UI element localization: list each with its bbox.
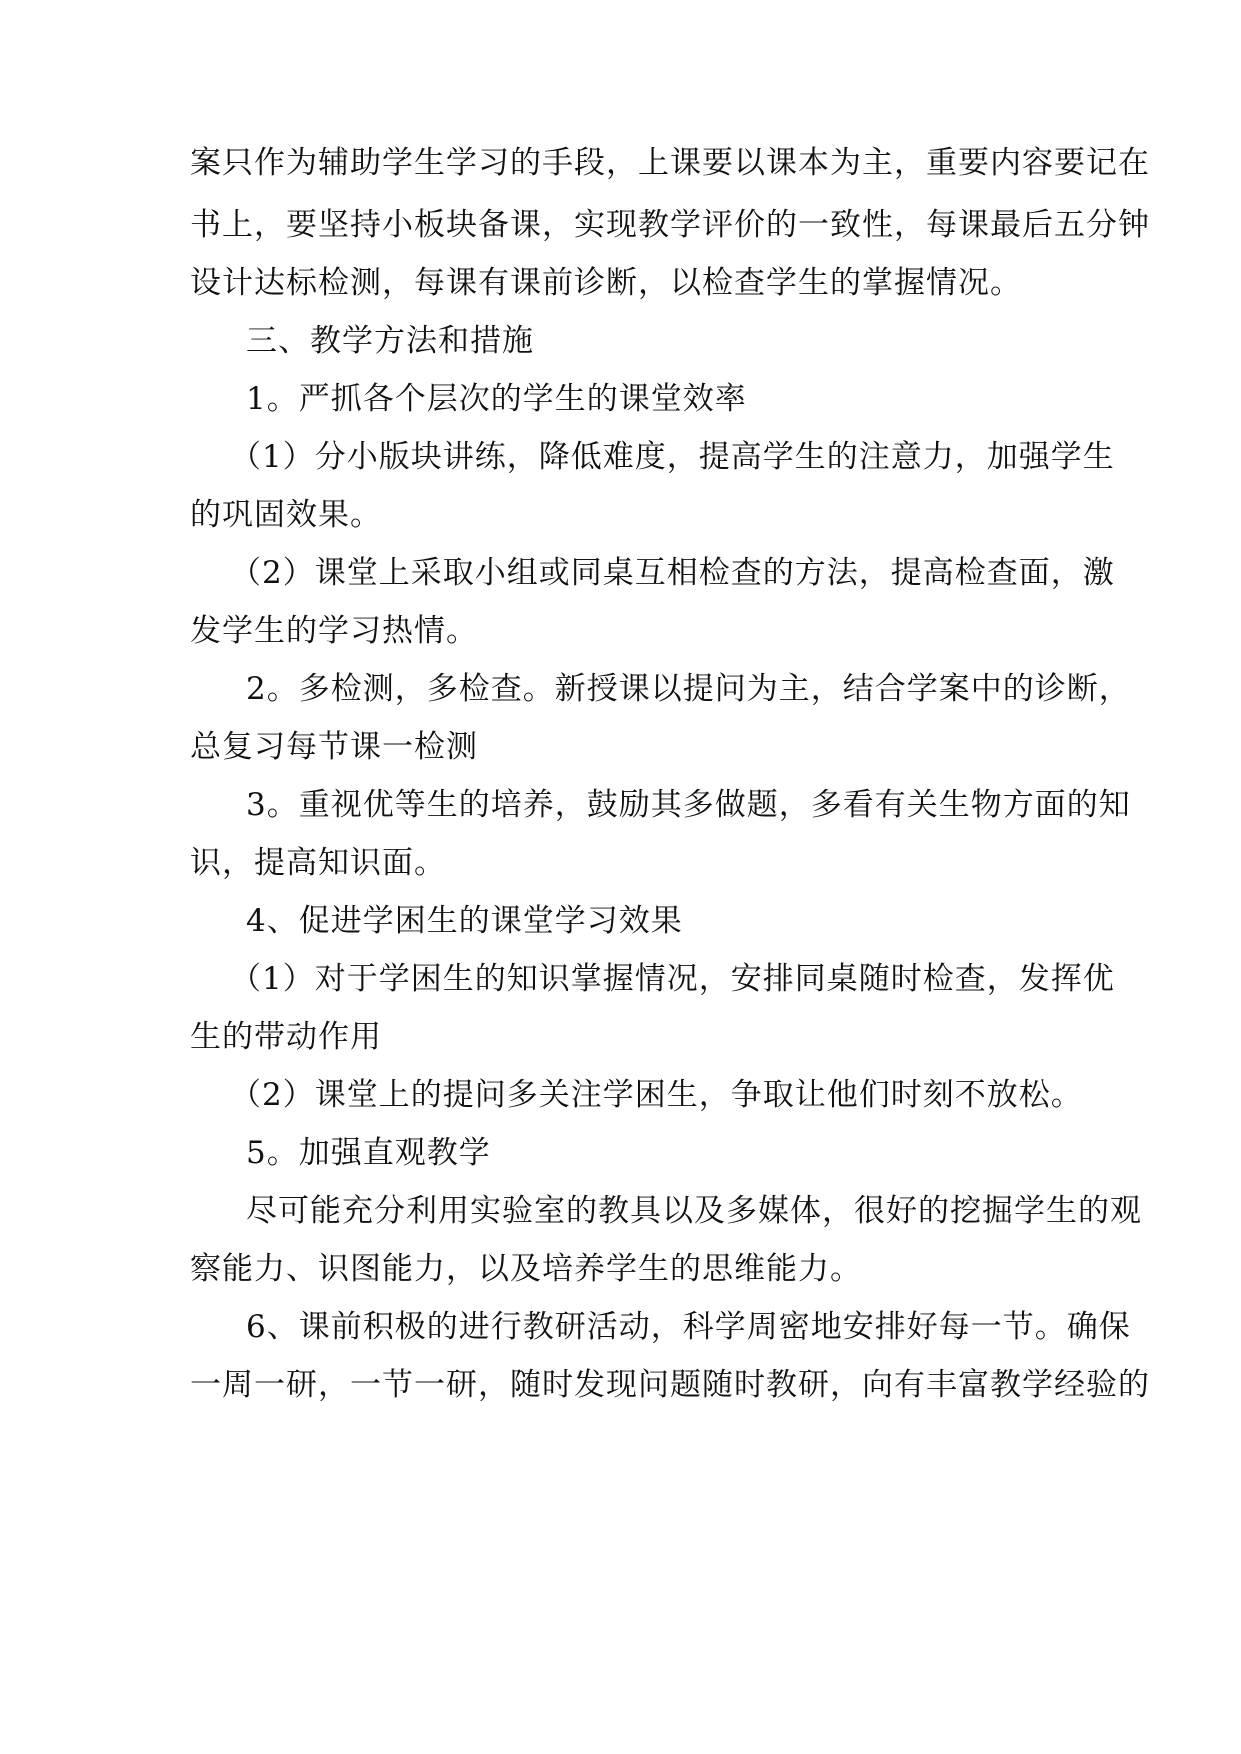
- text-line: （1）对于学困生的知识掌握情况，安排同桌随时检查，发挥优: [230, 961, 1115, 997]
- text-line: 1。严抓各个层次的学生的课堂效率: [246, 381, 747, 417]
- text-line: （1）分小版块讲练，降低难度，提高学生的注意力，加强学生: [230, 439, 1115, 475]
- text-line: 尽可能充分利用实验室的教具以及多媒体，很好的挖掘学生的观: [246, 1193, 1142, 1229]
- text-line: 一周一研，一节一研，随时发现问题随时教研，向有丰富教学经验的: [190, 1367, 1150, 1403]
- text-line: 案只作为辅助学生学习的手段，上课要以课本为主，重要内容要记在: [190, 145, 1150, 181]
- text-line: 生的带动作用: [190, 1019, 382, 1055]
- text-line: 5。加强直观教学: [246, 1135, 491, 1171]
- text-line: 4、促进学困生的课堂学习效果: [246, 903, 683, 939]
- text-line: 发学生的学习热情。: [190, 613, 478, 649]
- text-line: 2。多检测，多检查。新授课以提问为主，结合学案中的诊断，: [246, 671, 1131, 707]
- section-heading: 三、教学方法和措施: [246, 323, 534, 359]
- text-line: 3。重视优等生的培养，鼓励其多做题，多看有关生物方面的知: [246, 787, 1131, 823]
- text-line: （2）课堂上采取小组或同桌互相检查的方法，提高检查面，激: [230, 555, 1115, 591]
- text-line: （2）课堂上的提问多关注学困生，争取让他们时刻不放松。: [230, 1077, 1083, 1113]
- text-line: 6、课前积极的进行教研活动，科学周密地安排好每一节。确保: [246, 1309, 1131, 1345]
- text-line: 设计达标检测，每课有课前诊断，以检查学生的掌握情况。: [190, 265, 1022, 301]
- text-line: 识，提高知识面。: [190, 845, 446, 881]
- text-line: 的巩固效果。: [190, 497, 382, 533]
- text-line: 书上，要坚持小板块备课，实现教学评价的一致性，每课最后五分钟: [190, 207, 1150, 243]
- text-line: 总复习每节课一检测: [190, 729, 478, 765]
- text-line: 察能力、识图能力，以及培养学生的思维能力。: [190, 1251, 862, 1287]
